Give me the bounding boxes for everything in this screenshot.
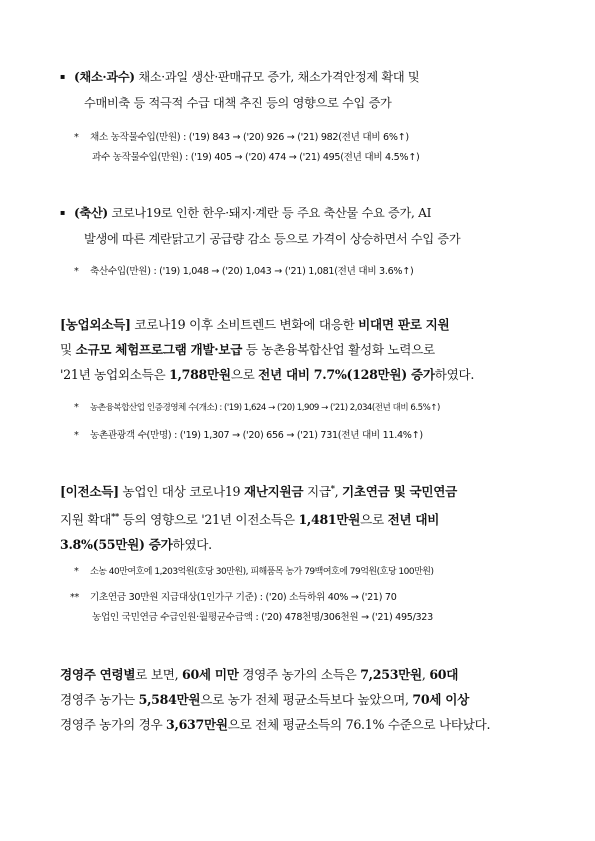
section-label: [이전소득] [60,484,119,499]
text-run: 로 보면, [135,667,182,682]
text-run: , [334,484,343,499]
section-line [60,712,555,737]
section-line [60,476,555,504]
text-run-bold: 3,637만원 [166,717,228,732]
section-line [60,687,555,712]
section-label: (축산) [74,206,108,220]
note-line: 농업인 국민연금 수급인원·월평균수급액 : ('20) 478천명/306천원 → ('21) 495/323 [92,612,433,623]
note-marker: ** [70,592,79,603]
section-line: 수매비축 등 적극적 수급 대책 추진 등의 영향으로 수입 증가 [84,96,392,110]
note-text: 채소 농작물수입(만원) : ('19) 843 → ('20) 926 → ('21) 982(전년 대비 6%↑) [90,132,409,143]
text-run: '21년 농업외소득은 [60,367,170,382]
text-run: 하였다. [172,537,212,552]
note-line [60,128,555,148]
text-run: 코로나19 이후 소비트렌드 변화에 대응한 [130,317,359,332]
section-line [60,64,555,90]
note-marker: * [74,132,79,143]
section-transfer-income [60,476,555,557]
text-run: 으로 농가 전체 평균소득보다 높았으며, [200,692,413,707]
note-vegetables-fruits [60,128,555,168]
text-run-bold: 1,788만원 [169,367,231,382]
note-text: 축산수입(만원) : ('19) 1,048 → ('20) 1,043 → ('21) 1,081(전년 대비 3.6%↑) [90,266,414,277]
text-run: 경영주 농가의 소득은 [238,667,361,682]
text-run-bold: 비대면 판로 지원 [358,317,450,332]
text-run-bold: 기초연금 및 국민연금 [342,484,457,499]
note-text: 농촌융복합산업 인증경영체 수(개소) : ('19) 1,624 → ('20) 1,909 → ('21) 2,034(전년 대비 6.5%↑) [90,403,440,413]
text-run: 하였다. [434,367,475,382]
note-text: 소농 40만여호에 1,203억원(호당 30만원), 피해품목 농가 79백여호에 79억원(호당 100만원) [90,567,434,577]
square-bullet-icon: ▪ [60,72,66,81]
text-run: 으로 [230,367,259,382]
text-run-bold: 전년 대비 7.7%(128만원) 증가 [258,367,435,382]
text-run: 경영주 농가는 [60,692,139,707]
section-nonfarm-income [60,312,555,387]
footnote-marker: * [330,483,335,493]
text-run-bold: 70세 이상 [412,692,469,707]
text-run-bold: 경영주 연령별 [60,667,136,682]
note-line: 과수 농작물수입(만원) : ('19) 405 → ('20) 474 → ('21) 495(전년 대비 4.5%↑) [92,152,420,163]
text-run-bold: 7,253만원 [360,667,422,682]
section-text: 코로나19로 인한 한우·돼지·계란 등 주요 축산물 수요 증가, AI [107,206,432,220]
note-marker: * [74,266,79,277]
section-line [60,662,555,687]
text-run: 지급 [303,484,331,499]
note-line [60,426,555,446]
note-line [60,262,555,282]
note-text: 농촌관광객 수(만명) : ('19) 1,307 → ('20) 656 → ('21) 731(전년 대비 11.4%↑) [90,430,423,441]
text-run: 으로 [360,512,388,527]
note-nonfarm-income [60,398,555,446]
square-bullet-icon: ▪ [60,208,66,217]
section-vegetables-fruits [60,64,555,116]
note-marker: * [74,430,79,441]
section-line [60,532,555,557]
text-run: 등 농촌융복합산업 활성화 노력으로 [242,342,435,357]
text-run-bold: 1,481만원 [298,512,361,527]
section-age-of-operator [60,662,555,737]
text-run-bold: 60세 미만 [182,667,239,682]
note-transfer-income [60,562,555,628]
section-line [60,504,555,532]
section-line [60,337,555,362]
note-line [60,562,555,582]
note-line [60,398,555,418]
note-marker: * [74,566,79,577]
note-line [60,588,555,608]
text-run-bold: 60대 [429,667,459,682]
section-label: [농업외소득] [60,317,131,332]
section-text: 채소·과일 생산·판매규모 증가, 채소가격안정제 확대 및 [134,70,420,84]
text-run: 및 [60,342,76,357]
section-line [60,312,555,337]
note-livestock [60,262,555,282]
text-run-bold: 재난지원금 [243,484,304,499]
text-run: 경영주 농가의 경우 [60,717,167,732]
section-label: (채소·과수) [74,70,135,84]
footnote-marker: ** [111,511,119,521]
section-line: 발생에 따른 계란닭고기 공급량 감소 등으로 가격이 상승하면서 수입 증가 [84,232,461,246]
text-run-bold: 3.8%(55만원) 증가 [60,537,173,552]
text-run: 등의 영향으로 '21년 이전소득은 [118,512,299,527]
text-run: 농업인 대상 코로나19 [118,484,244,499]
text-run: , [421,667,430,682]
text-run: 으로 전체 평균소득의 76.1% 수준으로 나타났다. [227,717,491,732]
text-run-bold: 소규모 체험프로그램 개발·보급 [75,342,243,357]
section-livestock [60,200,555,252]
note-text: 기초연금 30만원 지급대상(1인가구 기준) : ('20) 소득하위 40% → ('21) 70 [90,592,397,603]
note-marker: * [74,402,79,413]
text-run-bold: 5,584만원 [138,692,201,707]
section-line [60,362,555,387]
text-run: 지원 확대 [60,512,112,527]
section-line [60,200,555,226]
text-run-bold: 전년 대비 [387,512,440,527]
